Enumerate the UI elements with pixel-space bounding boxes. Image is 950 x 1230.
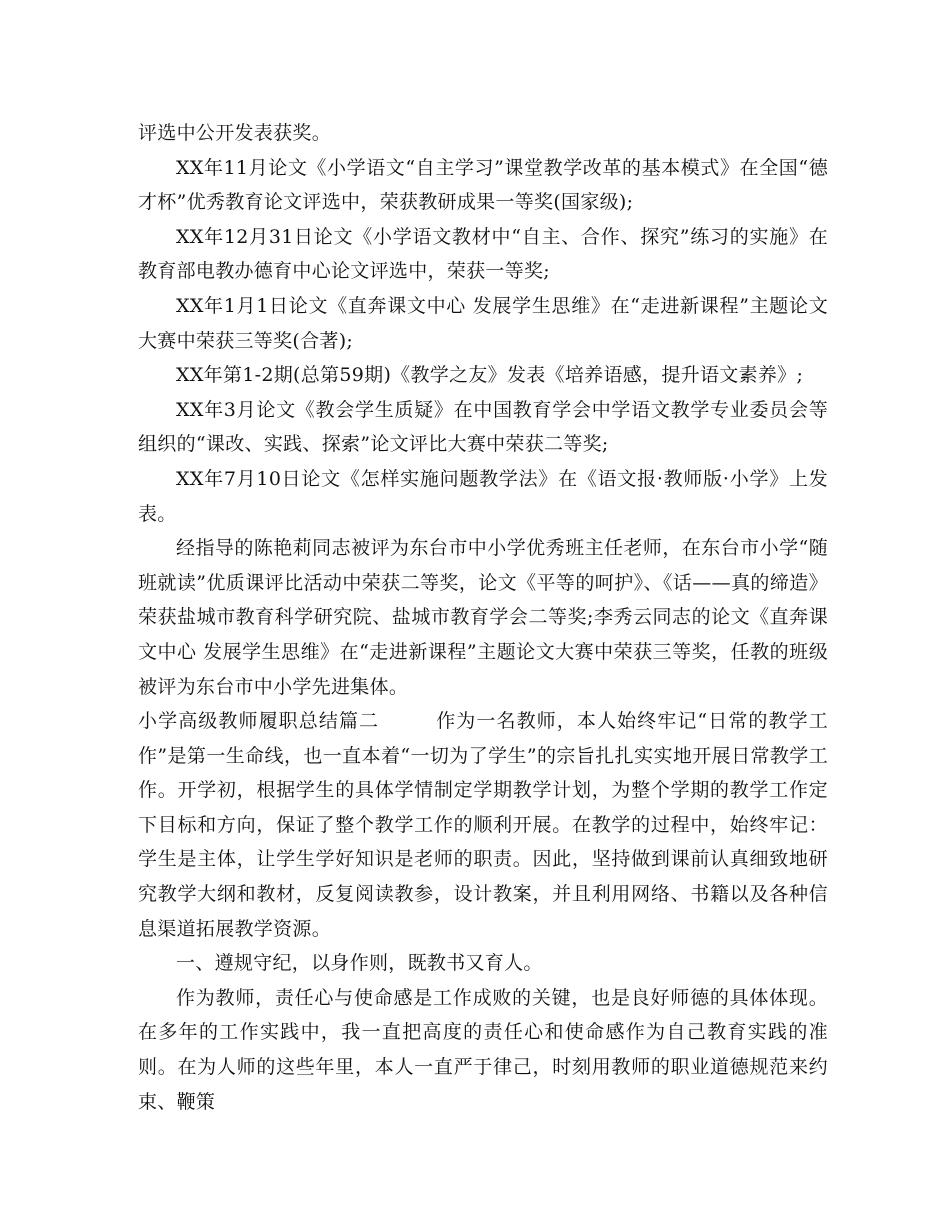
paragraph-publication-07-10: XX年7月10日论文《怎样实施问题教学法》在《语文报·教师版·小学》上发表。 <box>138 467 828 525</box>
paragraph-publication-jiaoxue-zhiyou: XX年第1-2期(总第59期)《教学之友》发表《培养语感，提升语文素养》; <box>176 364 804 387</box>
paragraph-part-two-intro: 小学高级教师履职总结篇二 作为一名教师，本人始终牢记“日常的教学工作”是第一生命线，也一直本着“一切为了学生”的宗旨扎扎实实地开展日常教学工作。开学初，根据学生的具体学情制定学期教学计划，为整个学期的教学工作定下目标和方向，保证了整个教学工作的顺利开展。在教学的过程中，始终牢记：学生是主体，让学生学好知识是老师的职责。因此，坚持做到课前认真细致地研究教学大纲和教材，反复阅读教参，设计教案，并且利用网络、书籍以及各种信息渠道拓展教学资源。 <box>138 710 828 940</box>
paragraph-responsibility: 作为教师，责任心与使命感是工作成败的关键，也是良好师德的具体体现。在多年的工作实践中，我一直把高度的责任心和使命感作为自己教育实践的准则。在为人师的这些年里，本人一直严于律己，时刻用教师的职业道德规范来约束、鞭策 <box>138 986 828 1113</box>
paragraph-continuation: 评选中公开发表获奖。 <box>138 122 332 144</box>
paragraph-award-12-31: XX年12月31日论文《小学语文教材中“自主、合作、探究”练习的实施》在教育部电教办德育中心论文评选中，荣获一等奖; <box>138 225 828 283</box>
paragraph-mentoring: 经指导的陈艳莉同志被评为东台市中小学优秀班主任老师，在东台市小学“随班就读”优质课评比活动中荣获二等奖，论文《平等的呵护》、《话——真的缔造》荣获盐城市教育科学研究院、盐城市教育学会二等奖;李秀云同志的论文《直奔课文中心 发展学生思维》在“走进新课程”主题论文大赛中荣获三等奖，任教的班级被评为东台市中小学先进集体。 <box>138 537 828 698</box>
paragraph-award-2011-11: XX年11月论文《小学语文“自主学习”课堂教学改革的基本模式》在全国“德才杯”优秀教育论文评选中，荣获教研成果一等奖(国家级); <box>138 156 828 214</box>
paragraph-award-01-01: XX年1月1日论文《直奔课文中心 发展学生思维》在“走进新课程”主题论文大赛中荣获三等奖(合著); <box>138 294 828 352</box>
paragraph-award-03: XX年3月论文《教会学生质疑》在中国教育学会中学语文教学专业委员会等组织的“课改、实践、探索”论文评比大赛中荣获二等奖; <box>138 398 828 456</box>
document-body <box>138 116 828 1119</box>
section-heading-one: 一、遵规守纪，以身作则，既教书又育人。 <box>176 952 543 975</box>
